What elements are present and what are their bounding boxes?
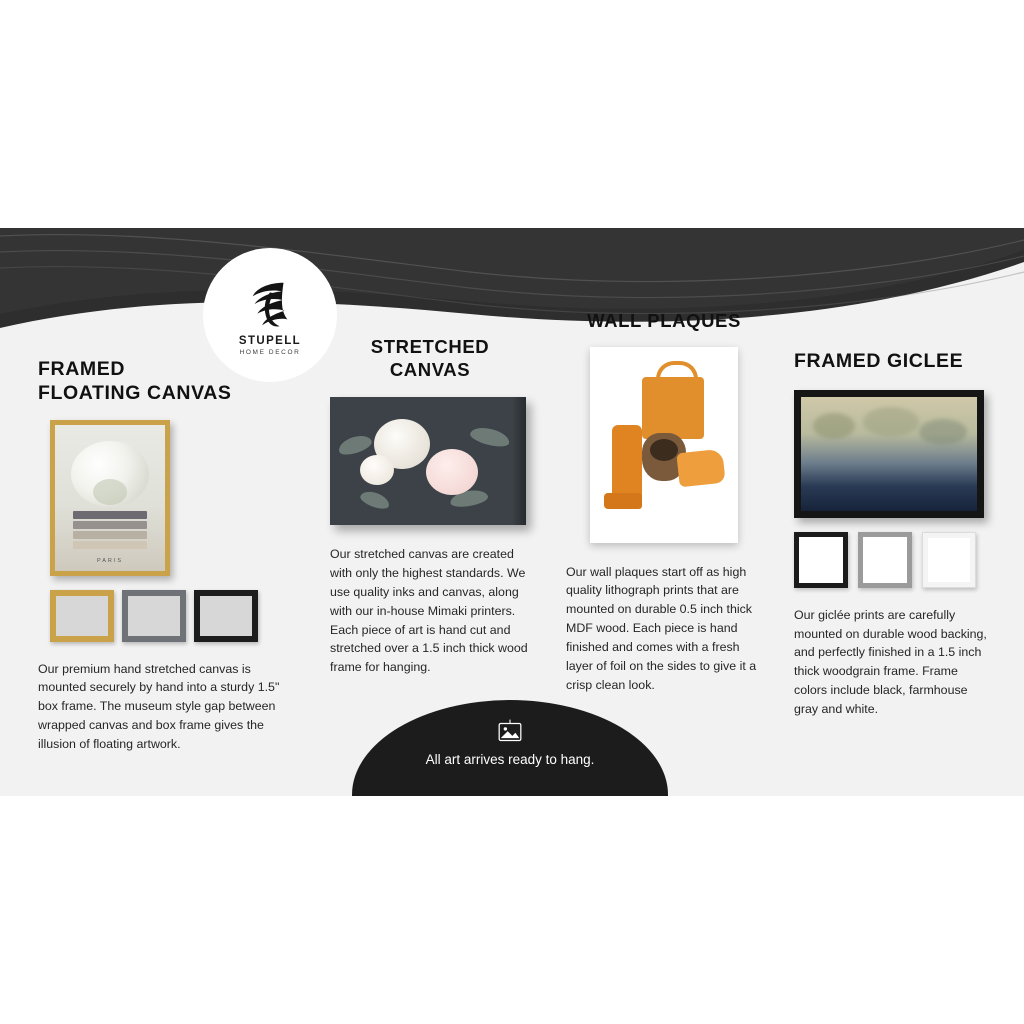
stupell-swirl-logo-icon — [241, 275, 299, 333]
header-wave-band — [0, 228, 1024, 348]
section-title-line-2: CANVAS — [389, 358, 471, 380]
section-title-line-1: FRAMED — [38, 358, 126, 380]
section-description: Our giclée prints are carefully mounted on durable wood backing, and perfectly finished in a 1.5 inch thick woodgrain frame. Frame colors include black, farmhouse gray and white. — [794, 607, 987, 716]
stretched-canvas-artwork — [330, 397, 530, 525]
scarf-illustration — [676, 448, 725, 487]
bouquet-illustration — [71, 441, 149, 507]
black-frame-swatch — [794, 532, 848, 588]
brand-name: STUPELL — [238, 334, 302, 347]
gold-float-frame — [50, 420, 170, 576]
section-title — [566, 310, 762, 333]
artwork-paris-label: PARIS — [96, 557, 124, 564]
section-description: Our premium hand stretched canvas is mounted securely by hand into a sturdy 1.5" box frame. The museum style gap between wrapped canvas and box frame gives the illusion of floating artwork. — [38, 661, 280, 751]
gray-frame-swatch — [122, 590, 186, 642]
brand-subtitle: HOME DECOR — [239, 348, 301, 356]
ready-to-hang-text: All art arrives ready to hang. — [425, 752, 595, 767]
handbag-illustration — [642, 377, 704, 439]
frame-color-swatches — [50, 590, 282, 642]
small-flower-illustration — [360, 455, 394, 485]
section-wall-plaques — [566, 310, 762, 694]
section-description: Our stretched canvas are created with only the highest standards. We use quality inks and canvas, along with our in-house Mimaki printers. Each piece of art is hand cut and stretched over a 1.5 inch thick wood frame for hanging. — [330, 547, 528, 675]
section-framed-giclee — [794, 350, 994, 719]
canvas-art-floral-dark — [330, 397, 526, 525]
black-frame-swatch — [194, 590, 258, 642]
section-title-line-1: WALL PLAQUES — [587, 310, 741, 331]
section-title-line-1: FRAMED GICLEE — [794, 350, 964, 372]
section-description: Our wall plaques start off as high quality lithograph prints that are mounted on durable 0.5 inch thick MDF wood. Each piece is hand finished and comes with a fresh layer of foil on the sides to give it a crisp clean look. — [566, 564, 757, 692]
wall-plaque-artwork — [566, 347, 762, 543]
section-title-line-2: FLOATING CANVAS — [38, 381, 232, 404]
section-title-line-1: STRETCHED — [370, 336, 490, 357]
wave-graphic — [0, 228, 1024, 348]
pink-rose-illustration — [426, 449, 478, 495]
canvas-art-paris-bouquet — [55, 425, 165, 571]
giclee-art-abstract-landscape — [801, 397, 977, 511]
stacked-books-illustration — [73, 511, 147, 551]
plaque-art-dog-with-bag — [590, 347, 738, 543]
orange-boots-illustration — [612, 425, 642, 509]
section-stretched-canvas — [330, 336, 530, 677]
section-framed-floating-canvas — [38, 358, 282, 754]
black-giclee-frame — [794, 390, 984, 518]
ready-to-hang-banner — [352, 700, 668, 796]
framed-giclee-artwork — [794, 390, 994, 518]
gold-frame-swatch — [50, 590, 114, 642]
infographic-panel — [0, 228, 1024, 796]
section-title — [330, 336, 530, 381]
brand-logo — [203, 248, 337, 382]
giclee-frame-color-swatches — [794, 532, 994, 588]
floating-canvas-artwork — [50, 420, 282, 576]
gray-frame-swatch — [858, 532, 912, 588]
white-frame-swatch — [922, 532, 976, 588]
section-title — [794, 350, 994, 374]
image-frame-icon — [493, 718, 527, 746]
